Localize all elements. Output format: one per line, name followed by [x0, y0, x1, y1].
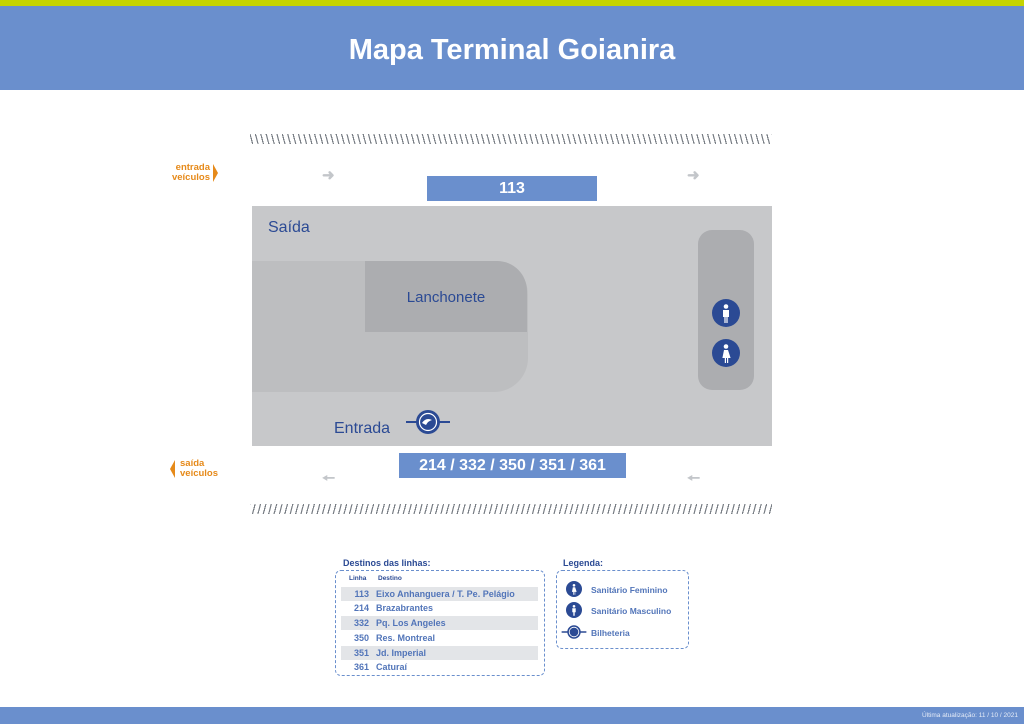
- exit-label: Saída: [268, 219, 310, 236]
- destinations-title: Destinos das linhas:: [343, 558, 431, 568]
- footer-bar: [0, 707, 1024, 724]
- ticket-office-icon: [406, 406, 450, 438]
- arrow-left-icon: 🠔: [687, 470, 701, 487]
- bus-bay-bottom: 214 / 332 / 350 / 351 / 361: [399, 453, 626, 478]
- page-title: Mapa Terminal Goianira: [348, 34, 676, 66]
- vehicle-exit-label: [180, 459, 225, 479]
- vehicle-entry-line-1: entrada: [175, 162, 210, 173]
- table-row: [341, 616, 538, 630]
- vehicle-exit-line-2: veículos: [180, 468, 219, 479]
- line-code: 332: [353, 618, 369, 628]
- arrow-left-icon: 🠔: [322, 470, 336, 487]
- restroom-female-icon: [566, 581, 582, 597]
- line-code: 361: [353, 662, 369, 672]
- line-code: 351: [353, 648, 369, 658]
- bus-bay-top: 113: [427, 176, 597, 201]
- header-bar: [0, 6, 1024, 90]
- vehicle-exit-arrow-icon: [170, 460, 175, 478]
- restroom-female-icon: [712, 339, 740, 367]
- legend-label-male: Sanitário Masculino: [591, 606, 672, 616]
- arrow-right-icon: ➜: [322, 167, 335, 184]
- restroom-male-icon: [566, 602, 582, 618]
- line-destination: Eixo Anhanguera / T. Pe. Pelágio: [376, 589, 515, 599]
- table-row: [341, 601, 538, 615]
- line-destination: Caturaí: [376, 662, 408, 672]
- vehicle-entry-label: [160, 163, 210, 183]
- table-row: [341, 646, 538, 660]
- vehicle-exit-line-1: saída: [180, 458, 205, 469]
- legend-label-ticket-office: Bilheteria: [591, 628, 630, 638]
- line-code: 350: [353, 633, 369, 643]
- destinations-col-destination: Destino: [378, 575, 402, 582]
- legend-title: Legenda:: [563, 558, 604, 568]
- line-destination: Jd. Imperial: [376, 648, 427, 658]
- table-row: [341, 631, 538, 645]
- line-destination: Brazabrantes: [376, 603, 434, 613]
- entrance-label: Entrada: [334, 420, 391, 437]
- vehicle-entry-line-2: veículos: [171, 172, 210, 183]
- ticket-office-icon: [561, 623, 587, 641]
- top-hatched-curb: [250, 134, 772, 144]
- line-destination: Pq. Los Angeles: [376, 618, 446, 628]
- legend-label-female: Sanitário Feminino: [591, 585, 668, 595]
- destinations-col-line: Linha: [349, 575, 367, 582]
- line-code: 113: [354, 589, 369, 599]
- last-updated: Última atualização: 11 / 10 / 2021: [922, 712, 1018, 719]
- line-destination: Res. Montreal: [376, 633, 436, 643]
- arrow-right-icon: ➜: [687, 167, 700, 184]
- table-row: [341, 660, 538, 674]
- bottom-hatched-curb: [250, 504, 772, 514]
- line-code: 214: [353, 603, 369, 613]
- snack-bar-label: Lanchonete: [406, 289, 486, 306]
- restroom-male-icon: [712, 299, 740, 327]
- table-row: [341, 587, 538, 601]
- vehicle-entry-arrow-icon: [213, 164, 218, 182]
